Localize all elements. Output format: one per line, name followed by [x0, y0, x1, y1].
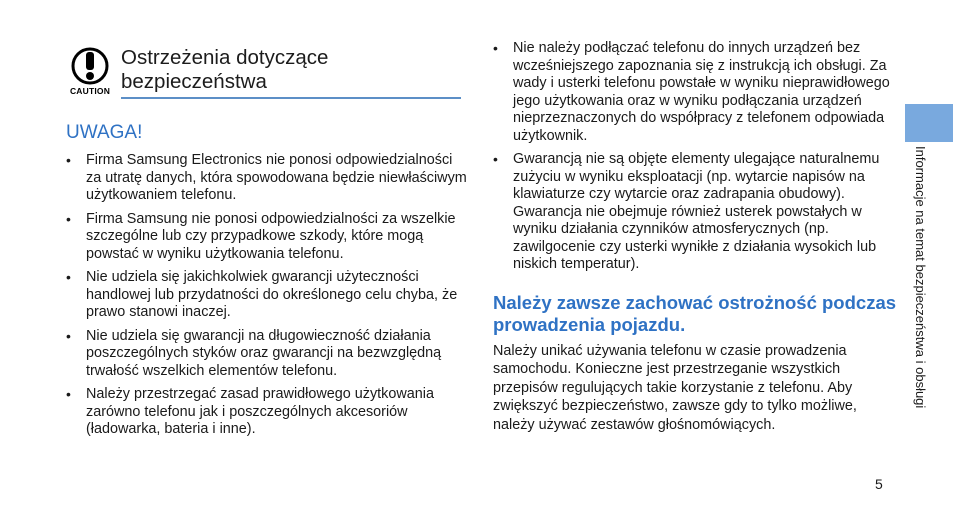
list-item: • Nie należy podłączać telefonu do innych urządzeń bez wcześniejszego zapoznania się z instrukcją ich obsługi. Za wady i usterki telefonu powstałe w wyniku nieprawidłowego jego użytkowania oraz w wyniku podłączania urządzeń nieprzeznaczonych do współpracy z telefonem odpowiada użytkownik.: [493, 40, 898, 145]
page-number: 5: [875, 476, 883, 492]
list-item: • Nie udziela się gwarancji na długowieczność działania poszczególnych styków oraz gwarancji na bezwzględną trwałość wszelkich elementów telefonu.: [66, 328, 471, 381]
caution-label: CAUTION: [69, 86, 111, 96]
page-title: Ostrzeżenia dotyczące bezpieczeństwa: [121, 46, 329, 93]
right-column: [493, 40, 898, 434]
list-item: • Należy przestrzegać zasad prawidłowego użytkowania zarówno telefonu jak i poszczególnych akcesoriów (ładowarka, bateria i inne).: [66, 386, 471, 439]
list-item: • Nie udziela się jakichkolwiek gwarancji użyteczności handlowej lub przydatności do określonego celu chyba, że prawo stanowi inaczej.: [66, 269, 471, 322]
warning-list: [66, 152, 471, 445]
section-heading: Należy zawsze zachować ostrożność podczas prowadzenia pojazdu.: [493, 291, 897, 335]
list-item: • Gwarancją nie są objęte elementy ulegające naturalnemu zużyciu w wyniku eksploatacji (np. wytarcie napisów na klawiaturze czy wytarcie oraz zadrapania obudowy). Gwarancja nie obejmuje również usterek powstałych w wyniku działania czynników atmosferycznych (np. zawilgocenie czy usterki wynikłe z działania wysokich lub niskich temperatur).: [493, 151, 898, 274]
section-paragraph: Należy unikać używania telefonu w czasie prowadzenia samochodu. Konieczne jest przestrzeganie wszystkich przepisów regulujących takie korzystanie z telefonu. Aby zwiększyć bezpieczeństwo, zawsze gdy to tylko możliwe, należy używać zestawów głośnomówiących.: [493, 342, 857, 433]
title-divider: [121, 97, 461, 99]
sidebar-tab: [905, 104, 953, 142]
list-item: • Firma Samsung nie ponosi odpowiedzialności za wszelkie szczególne lub czy przypadkowe szkody, które mogą powstać w wyniku użytkowania telefonu.: [66, 211, 471, 264]
list-item: • Firma Samsung Electronics nie ponosi odpowiedzialności za utratę danych, która spowodowana będzie niewłaściwym użytkowaniem telefonu.: [66, 152, 471, 205]
sidebar-label: Informacje na temat bezpieczeństwa i obsługi: [913, 146, 928, 409]
warning-heading: UWAGA!: [66, 122, 143, 143]
